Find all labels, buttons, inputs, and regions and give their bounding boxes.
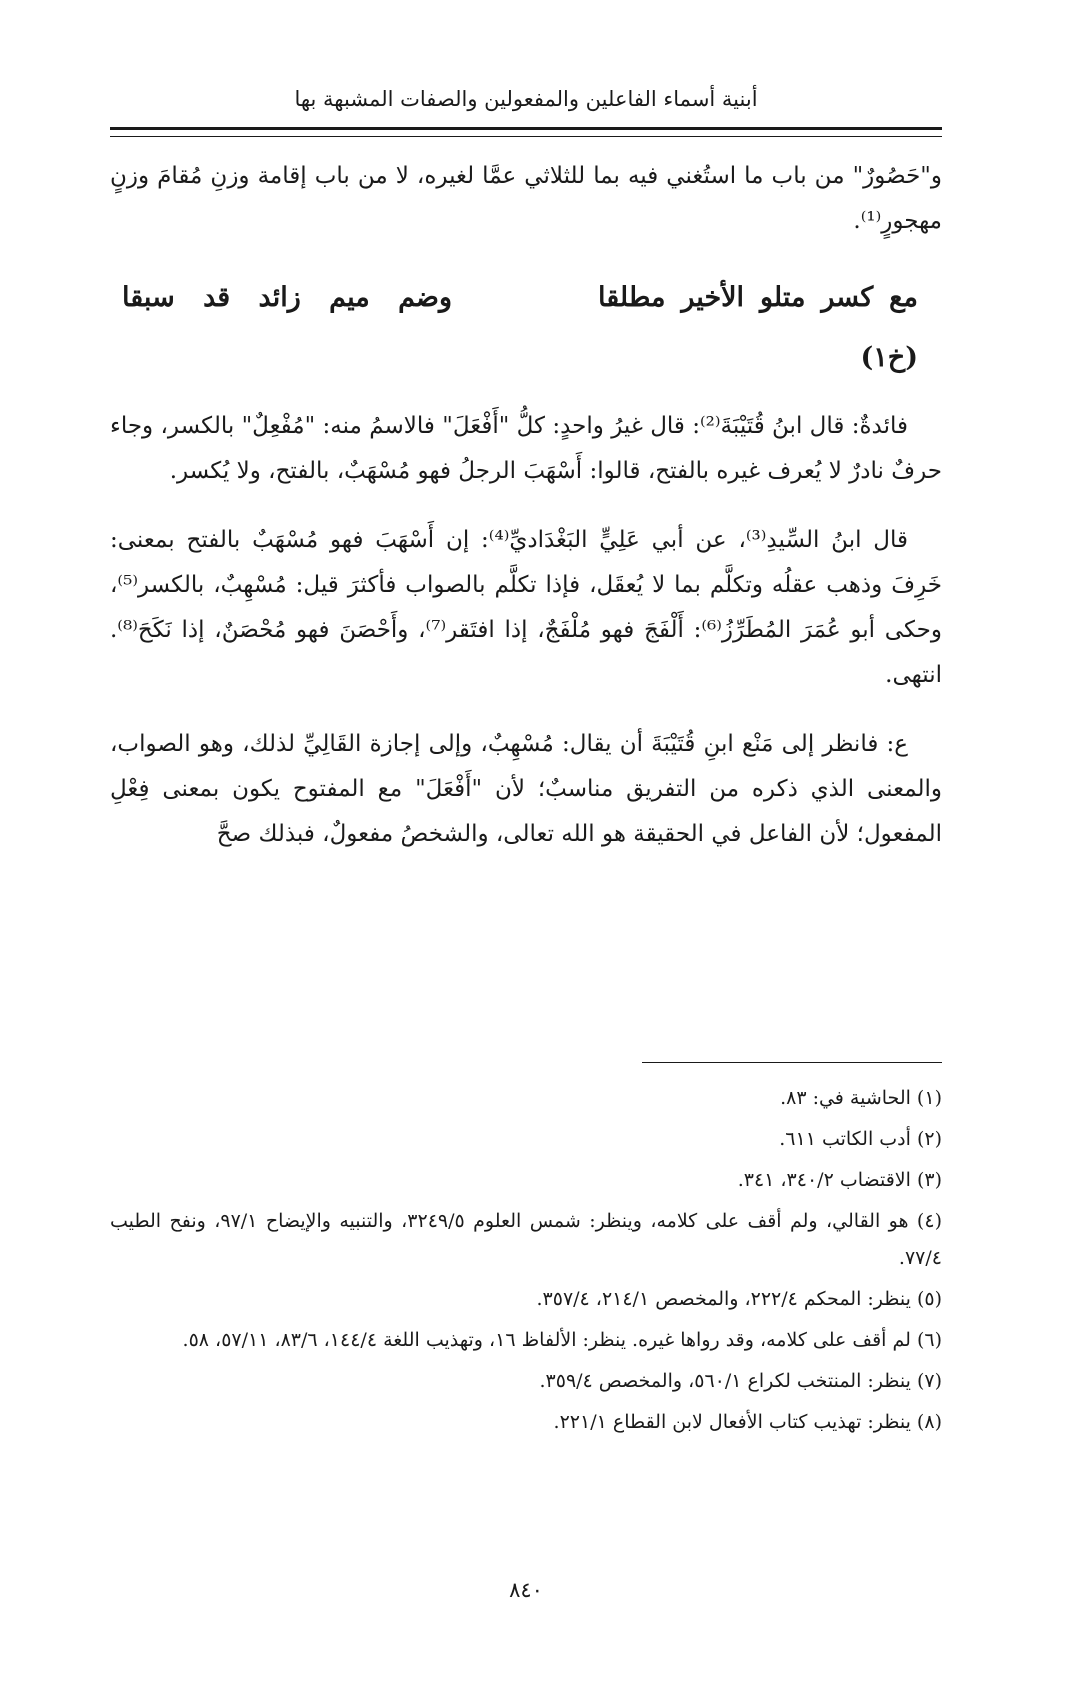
verse-word: قد	[203, 282, 231, 313]
verse-line	[110, 268, 942, 328]
page-number: ٨٤٠	[509, 1578, 543, 1602]
verse-word: متلو	[759, 282, 806, 313]
verse-word: زائد	[258, 282, 301, 313]
footnote-separator	[642, 1062, 942, 1063]
verse-word: سبقا	[122, 282, 175, 313]
footnotes	[110, 1080, 942, 1445]
footnote-8: (٨) ينظر: تهذيب كتاب الأفعال لابن القطاع ٢٢١/١.	[553, 1411, 942, 1433]
verse-reference: (خ١)	[860, 342, 918, 373]
footnote-1: (١) الحاشية في: ٨٣.	[780, 1087, 942, 1109]
header-rule-thin	[110, 136, 942, 137]
verse-word: مع	[889, 282, 918, 313]
verse-word: مطلقا	[598, 282, 666, 313]
paragraph-4: ع: فانظر إلى مَنْع ابنِ قُتَيْبَةَ أن يقال: مُسْهِبٌ، وإلى إجازة القَالِيِّ لذلك، وهو الصواب، والمعنى الذي ذكره من التفريق مناسبٌ؛ لأن "أَفْعَلَ" مع المفتوح يكون بمعنى فِعْلِ المفعول؛ لأن الفاعل في الحقيقة هو الله تعالى، والشخصُ مفعولٌ، فبذلك صحَّ	[110, 731, 942, 847]
main-text	[110, 154, 942, 881]
verse-word: وضم	[398, 282, 452, 313]
footnote-5: (٥) ينظر: المحكم ٢٢٢/٤، والمخصص ٢١٤/١، ٣٥٧/٤.	[536, 1288, 942, 1310]
footnote-3: (٣) الاقتضاب ٣٤٠/٢، ٣٤١.	[737, 1169, 942, 1191]
verse-word: كسر	[821, 282, 874, 313]
paragraph-1: و"حَصُورٌ" من باب ما استُغني فيه بما للثلاثي عمَّا لغيره، لا من باب إقامة وزنِ مُقامَ وزنٍ مهجورٍ⁽¹⁾.	[110, 163, 942, 234]
paragraph-3: قال ابنُ السِّيدِ⁽³⁾، عن أبي عَلِيٍّ البَغْدَاديِّ⁽⁴⁾: إن أَسْهَبَ فهو مُسْهَبٌ بالفتح بمعنى: خَرِفَ وذهب عقلُه وتكلَّم بما لا يُعقَل، فإذا تكلَّم بالصواب فأكثرَ قيل: مُسْهِبٌ، بالكسر⁽⁵⁾، وحكى أبو عُمَرَ المُطَرِّزُ⁽⁶⁾: أَلْفَجَ فهو مُلْفَجٌ، إذا افتَقر⁽⁷⁾، وأَحْصَنَ فهو مُحْصَنٌ، إذا نَكَحَ⁽⁸⁾. انتهى.	[110, 527, 942, 688]
verse-second-hemistich	[122, 268, 452, 328]
paragraph-2: فائدةٌ: قال ابنُ قُتَيْبَةَ⁽²⁾: قال غيرُ واحدٍ: كلُّ "أَفْعَلَ" فالاسمُ منه: "مُفْعِلٌ" بالكسر، وجاء حرفٌ نادرٌ لا يُعرف غيره بالفتح، قالوا: أَسْهَبَ الرجلُ فهو مُسْهَبٌ، بالفتح، ولا يُكسر.	[110, 413, 942, 484]
footnote-4: (٤) هو القالي، ولم أقف على كلامه، وينظر: شمس العلوم ٣٢٤٩/٥، والتنبيه والإيضاح ٩٧/١، ونفح الطيب ٧٧/٤.	[110, 1210, 942, 1269]
verse-word: الأخير	[681, 282, 745, 313]
verse-first-hemistich	[598, 268, 918, 328]
verse	[110, 268, 942, 388]
footnote-6: (٦) لم أقف على كلامه، وقد رواها غيره. ينظر: الألفاظ ١٦، وتهذيب اللغة ١٤٤/٤، ٨٣/٦، ٥٧/١١، ٥٨.	[182, 1329, 942, 1351]
verse-word: ميم	[329, 282, 370, 313]
header-rule-thick	[110, 127, 942, 130]
footnote-2: (٢) أدب الكاتب ٦١١.	[779, 1128, 942, 1150]
book-page	[110, 0, 942, 1698]
footnote-7: (٧) ينظر: المنتخب لكراع ٥٦٠/١، والمخصص ٣٥٩/٤.	[539, 1370, 942, 1392]
running-title: أبنية أسماء الفاعلين والمفعولين والصفات المشبهة بها	[294, 87, 758, 111]
